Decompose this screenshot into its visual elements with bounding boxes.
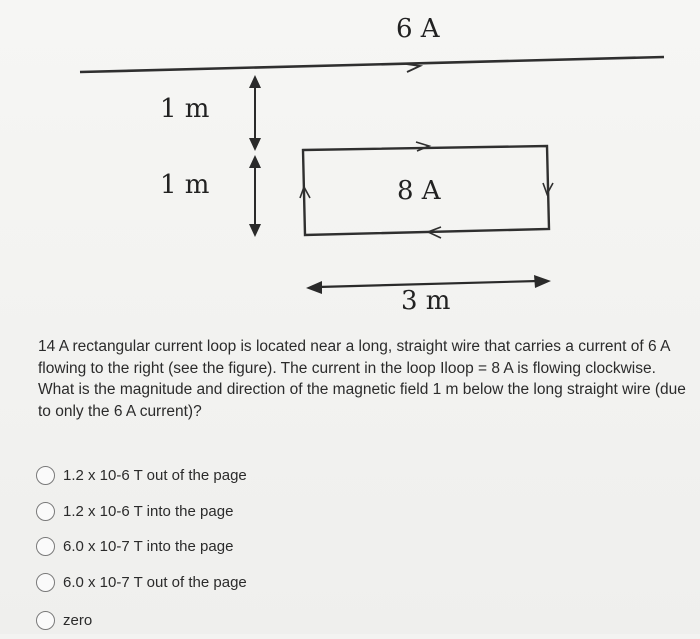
radio-button[interactable] <box>36 611 55 630</box>
top-gap-arrowhead-up-icon <box>249 75 261 88</box>
answer-option-label: 6.0 x 10-7 T out of the page <box>63 573 247 591</box>
radio-button[interactable] <box>36 537 55 556</box>
gap-label-bottom: 1 m <box>160 170 210 200</box>
loop-top-arrow-icon <box>416 142 429 151</box>
answer-option-1[interactable] <box>36 458 436 494</box>
straight-wire <box>80 57 664 72</box>
answer-option-5[interactable] <box>36 603 436 639</box>
answer-option-4[interactable] <box>36 565 436 601</box>
answer-option-label: 1.2 x 10-6 T into the page <box>63 502 234 520</box>
gap-label-top: 1 m <box>160 94 210 124</box>
answer-option-label: 1.2 x 10-6 T out of the page <box>63 467 247 485</box>
question-text: 14 A rectangular current loop is located near a long, straight wire that carries a current of 6 A flowing to the right (see the figure). The current in the loop Iloop = 8 A is flowing clockwise. What is the magnitude and direction of the magnetic field 1 m below the long straight wire (due to only the 6 A current)? <box>38 338 686 420</box>
answer-options <box>36 458 436 639</box>
answer-option-2[interactable] <box>36 494 436 530</box>
radio-button[interactable] <box>36 502 55 521</box>
wire-current-label: 6 A <box>396 14 440 44</box>
radio-button[interactable] <box>36 573 55 592</box>
answer-option-3[interactable] <box>36 529 436 565</box>
radio-button[interactable] <box>36 466 55 485</box>
answer-option-label: zero <box>63 612 93 630</box>
top-gap-arrowhead-down-icon <box>249 138 261 151</box>
wire-current-arrow-icon <box>406 64 420 72</box>
bottom-gap-arrowhead-up-icon <box>249 155 261 168</box>
width-arrowhead-left-icon <box>306 281 322 294</box>
loop-width-label: 3 m <box>401 286 451 316</box>
bottom-gap-arrowhead-down-icon <box>249 224 261 237</box>
answer-option-label: 6.0 x 10-7 T into the page <box>63 538 234 556</box>
width-arrowhead-right-icon <box>534 275 551 288</box>
loop-current-label: 8 A <box>397 176 441 206</box>
